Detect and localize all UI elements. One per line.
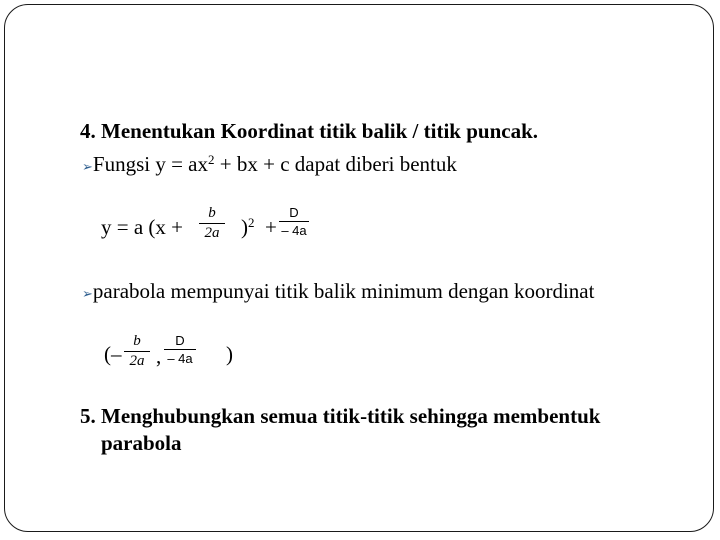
fraction-numerator: b — [133, 333, 141, 349]
function-exponent: 2 — [208, 152, 215, 167]
function-text-post: + bx + c dapat diberi bentuk — [214, 152, 457, 176]
formula-fraction-d-over-minus-4a — [279, 206, 309, 237]
formula-close-paren — [241, 215, 255, 240]
fraction-denominator: 2a — [204, 225, 220, 241]
close-paren: ) — [241, 215, 248, 239]
parabola-text: parabola mempunyai titik balik minimum dengan koordinat — [92, 279, 595, 303]
coord-open: (– — [104, 342, 122, 366]
fraction-denominator: – 4a — [167, 351, 193, 366]
formula-exponent: 2 — [248, 215, 255, 230]
heading-step-5-line-2: parabola — [101, 431, 182, 455]
fraction-numerator: D — [289, 205, 299, 220]
fraction-denominator: – 4a — [281, 223, 307, 238]
function-text-pre: Fungsi y = ax — [92, 152, 209, 176]
bullet-icon: ➢ — [82, 287, 93, 302]
formula-plus: + — [265, 215, 277, 239]
bullet-icon: ➢ — [82, 160, 93, 175]
coord-fraction-b-over-2a — [124, 334, 150, 369]
bullet-line-function — [82, 152, 457, 177]
heading-step-5-line-1: 5. Menghubungkan semua titik-titik sehingga membentuk — [80, 404, 601, 428]
coord-close: ) — [226, 342, 233, 366]
coord-comma: , — [156, 344, 162, 368]
formula-lhs: y = a (x + — [101, 215, 184, 239]
fraction-numerator: D — [175, 333, 185, 348]
bullet-line-parabola — [82, 279, 594, 304]
formula-fraction-b-over-2a — [199, 206, 225, 241]
heading-step-4: 4. Menentukan Koordinat titik balik / titik puncak. — [80, 119, 539, 143]
coord-fraction-d-over-minus-4a — [164, 334, 196, 365]
fraction-denominator: 2a — [129, 353, 145, 369]
fraction-numerator: b — [208, 205, 216, 221]
